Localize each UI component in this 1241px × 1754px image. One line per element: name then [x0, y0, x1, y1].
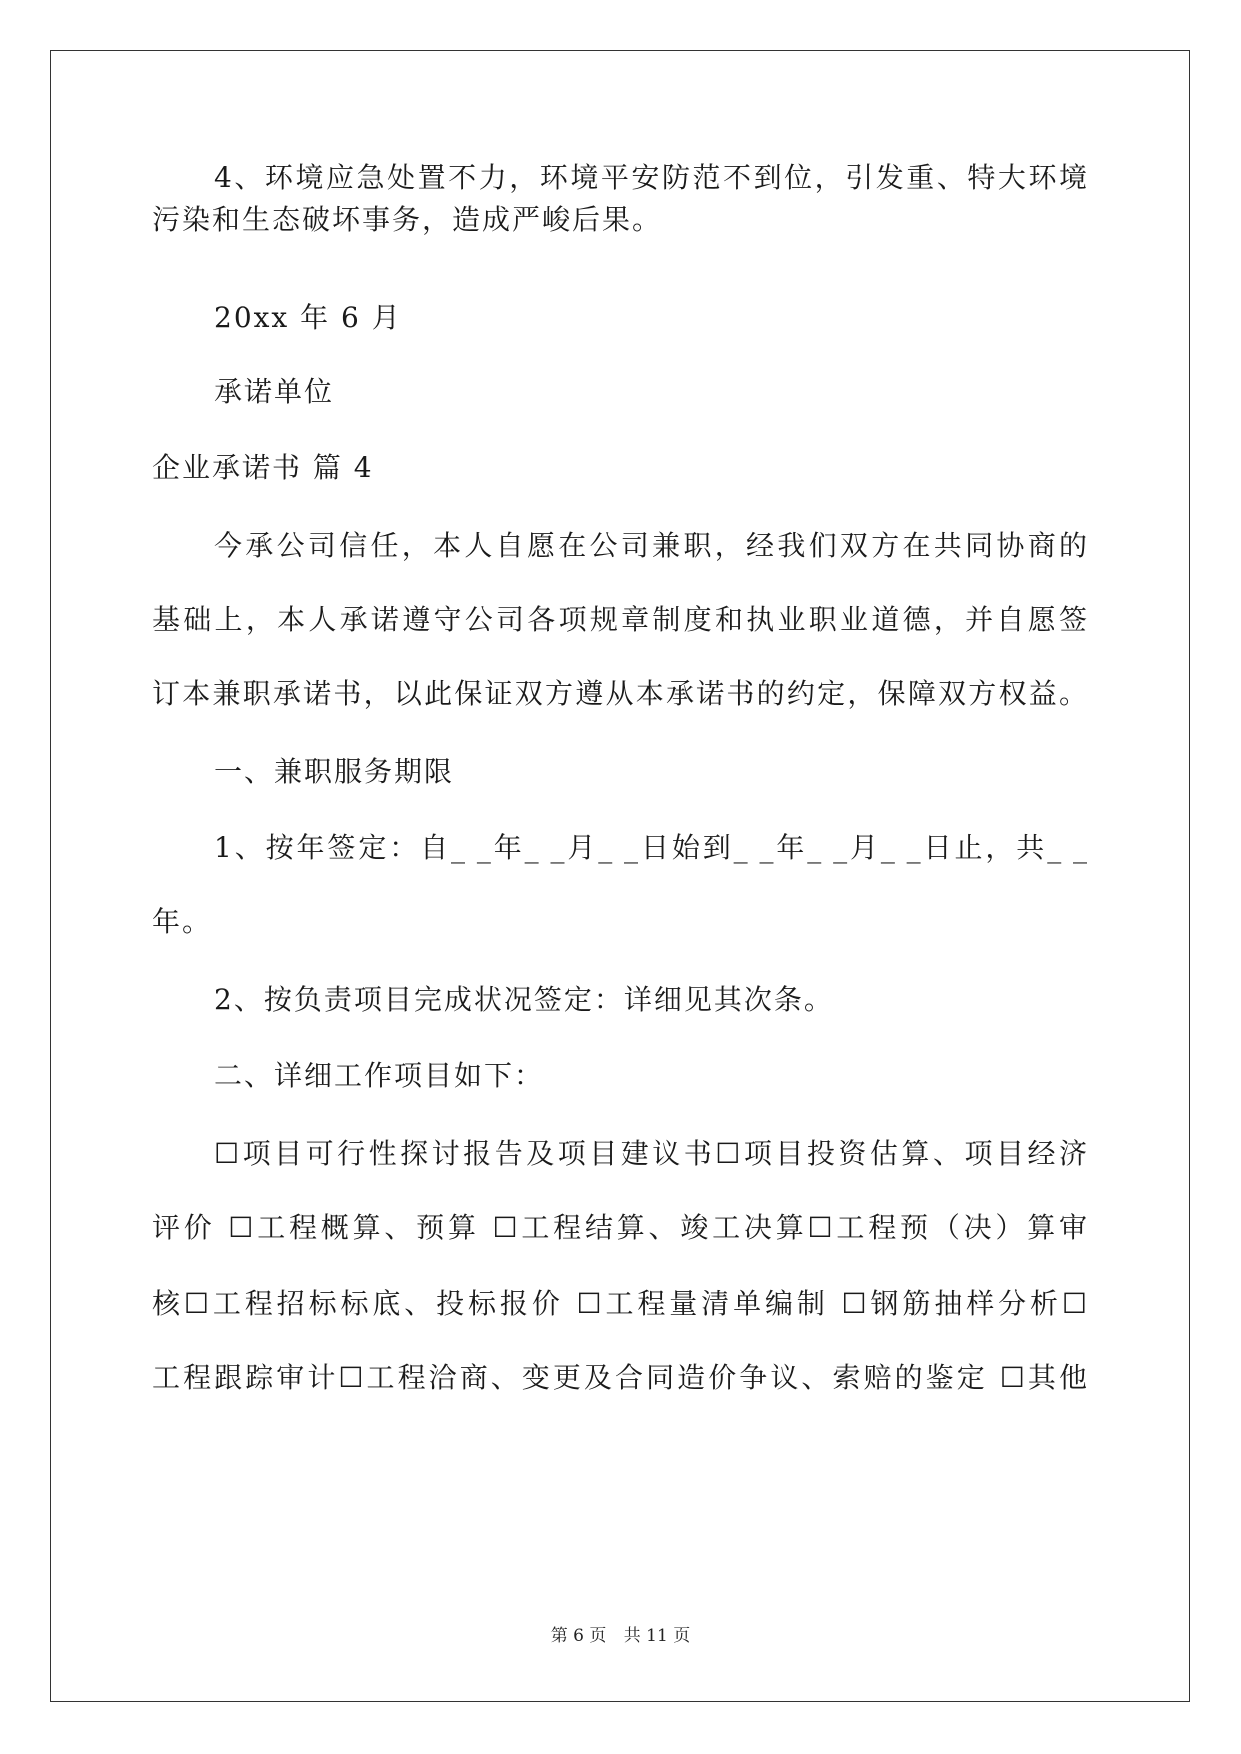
paragraph-line: 订本兼职承诺书，以此保证双方遵从本承诺书的约定，保障双方权益。 — [152, 677, 1087, 710]
checklist-line: 工程跟踪审计☐工程洽商、变更及合同造价争议、索赔的鉴定 ☐其他 — [152, 1361, 1087, 1394]
paragraph-line: 4、环境应急处置不力，环境平安防范不到位，引发重、特大环境 — [214, 161, 1087, 194]
term-line: 1、按年签定：自_ _年_ _月_ _日始到_ _年_ _月_ _日止，共_ _ — [214, 831, 1087, 864]
date-line: 20xx 年 6 月 — [214, 301, 402, 334]
term-line: 年。 — [152, 905, 213, 938]
checklist-line: 核☐工程招标标底、投标报价 ☐工程量清单编制 ☐钢筋抽样分析☐ — [152, 1287, 1087, 1320]
page-total: 共 11 页 — [623, 1626, 691, 1646]
checklist-line: 评价 ☐工程概算、预算 ☐工程结算、竣工决算☐工程预（决）算审 — [152, 1211, 1087, 1244]
signing-unit: 承诺单位 — [214, 375, 335, 408]
paragraph-line: 污染和生态破坏事务，造成严峻后果。 — [152, 203, 663, 236]
section-heading: 企业承诺书 篇 4 — [152, 451, 374, 484]
term-line: 2、按负责项目完成状况签定：详细见其次条。 — [214, 983, 834, 1016]
section-title: 二、详细工作项目如下： — [214, 1059, 545, 1092]
paragraph-line: 基础上，本人承诺遵守公司各项规章制度和执业职业道德，并自愿签 — [152, 603, 1087, 636]
checklist-line: ☐项目可行性探讨报告及项目建议书☐项目投资估算、项目经济 — [214, 1137, 1087, 1170]
section-title: 一、兼职服务期限 — [214, 755, 455, 788]
page-border — [50, 50, 1190, 1702]
page-footer — [0, 1626, 1241, 1646]
page-number: 第 6 页 — [550, 1626, 607, 1646]
paragraph-line: 今承公司信任，本人自愿在公司兼职，经我们双方在共同协商的 — [214, 529, 1087, 562]
